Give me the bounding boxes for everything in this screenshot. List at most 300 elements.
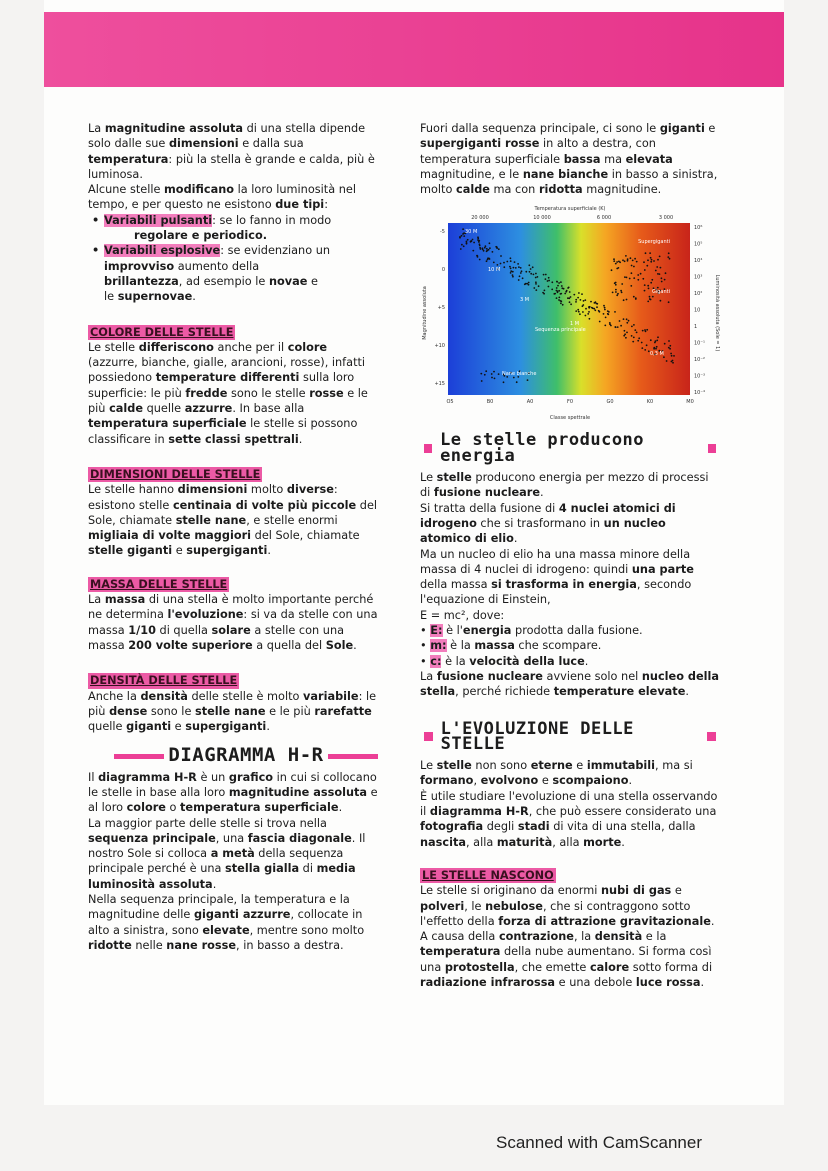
star-point — [485, 371, 487, 373]
star-point — [617, 327, 619, 329]
star-point — [624, 277, 626, 279]
star-point — [619, 262, 621, 264]
star-point — [466, 242, 468, 244]
intro-paragraph-1: La magnitudine assoluta di una stella dipende solo dalle sue dimensioni e dalla sua temperatura: più la stella è grande e calda, più è luminosa. — [88, 122, 375, 181]
star-point — [599, 311, 601, 313]
star-point — [633, 266, 635, 268]
star-point — [570, 304, 572, 306]
star-point — [647, 285, 649, 287]
star-point — [463, 236, 465, 238]
right-column — [420, 121, 720, 990]
energia-paragraph-1: Le stelle producono energia per mezzo di processi di fusione nucleare. — [420, 471, 709, 500]
star-point — [669, 345, 671, 347]
star-point — [614, 283, 616, 285]
star-point — [461, 244, 463, 246]
star-point — [653, 261, 655, 263]
star-point — [577, 309, 579, 311]
star-point — [633, 337, 635, 339]
star-point — [591, 307, 593, 309]
star-point — [479, 245, 481, 247]
section-heading-massa: MASSA DELLE STELLE — [90, 577, 228, 591]
star-point — [668, 347, 670, 349]
star-point — [603, 305, 605, 307]
header-banner — [44, 12, 784, 87]
star-point — [655, 348, 657, 350]
right-tick-label: 10² — [694, 291, 703, 298]
star-point — [480, 249, 482, 251]
star-point — [614, 311, 616, 313]
star-point — [477, 238, 479, 240]
star-point — [512, 275, 514, 277]
star-point — [488, 258, 490, 260]
star-point — [644, 285, 646, 287]
star-point — [615, 292, 617, 294]
star-point — [641, 348, 643, 350]
section-heading-dimensioni: DIMENSIONI DELLE STELLE — [90, 467, 261, 481]
star-point — [660, 300, 662, 302]
star-point — [626, 332, 628, 334]
star-point — [626, 277, 628, 279]
star-point — [635, 299, 637, 301]
star-point — [612, 292, 614, 294]
star-point — [503, 382, 505, 384]
scanner-watermark: Scanned with CamScanner — [496, 1133, 703, 1152]
star-point — [656, 346, 658, 348]
star-point — [496, 247, 498, 249]
dimensioni-paragraph: Le stelle hanno dimensioni molto diverse: esistono stelle centinaia di volte più piccole del Sole, chiamate stelle nane, e stelle enormi migliaia di volte maggiori del Sole, chiamate stelle giganti e supergiganti. — [88, 483, 378, 558]
label-1m: 1 M — [570, 321, 580, 328]
star-point — [584, 300, 586, 302]
star-point — [603, 313, 605, 315]
star-point — [492, 251, 494, 253]
star-point — [525, 271, 527, 273]
star-point — [556, 290, 558, 292]
star-point — [656, 267, 658, 269]
star-point — [569, 302, 571, 304]
star-point — [560, 293, 562, 295]
star-point — [568, 298, 570, 300]
class-tick-label: O5 — [446, 399, 454, 406]
star-point — [650, 257, 652, 259]
star-point — [556, 288, 558, 290]
star-point — [493, 262, 495, 264]
hr-paragraph-3: Nella sequenza principale, la temperatura e la magnitudine delle giganti azzurre, collocate in alto a sinistra, sono elevate, mentre sono molto ridotte nelle nane rosse, in basso a destra. — [88, 893, 365, 952]
star-point — [530, 269, 532, 271]
energia-paragraph-3: Ma un nucleo di elio ha una massa minore della massa di 4 nuclei di idrogeno: quindi una parte della massa si trasforma in energia, secondo l'equazione di Einstein, — [420, 547, 694, 607]
star-point — [655, 341, 657, 343]
star-point — [533, 274, 535, 276]
star-point — [486, 261, 488, 263]
star-point — [604, 309, 606, 311]
star-point — [625, 255, 627, 257]
class-tick-label: K0 — [646, 399, 654, 406]
star-point — [579, 314, 581, 316]
massa-paragraph: La massa di una stella è molto importante perché ne determina l'evoluzione: si va da stelle con una massa 1/10 di quella solare a stelle con una massa 200 volte superiore a quella del Sole. — [88, 593, 378, 652]
list-item: • Variabili pulsanti: se lo fanno in modo regolare e periodico. — [102, 213, 378, 244]
section-title-hr: DIAGRAMMA H-R — [88, 748, 378, 763]
top-axis-label: Temperatura superficiale (K) — [534, 206, 606, 213]
class-tick-label: A0 — [526, 399, 534, 406]
left-column — [88, 121, 378, 953]
star-point — [558, 297, 560, 299]
star-point — [627, 259, 629, 261]
star-point — [608, 311, 610, 313]
star-point — [467, 239, 469, 241]
hr-paragraph-1: Il diagramma H-R è un grafico in cui si collocano le stelle in base alla loro magnitudine assoluta e al loro colore o temperatura superficiale. — [88, 770, 378, 815]
star-point — [645, 253, 647, 255]
star-point — [664, 279, 666, 281]
evoluzione-paragraph-1: Le stelle non sono eterne e immutabili, ma si formano, evolvono e scompaiono. — [420, 759, 693, 788]
section-heading-densita: DENSITÀ DELLE STELLE — [90, 674, 238, 688]
star-point — [581, 294, 583, 296]
star-point — [472, 250, 474, 252]
star-point — [547, 281, 549, 283]
variable-stars-list — [88, 213, 378, 305]
star-point — [459, 236, 461, 238]
star-point — [562, 304, 564, 306]
hr-diagram-svg — [420, 203, 720, 423]
star-point — [556, 281, 558, 283]
bottom-axis-label: Classe spettrale — [549, 415, 591, 422]
label-white-dwarfs: Nane bianche — [502, 371, 537, 378]
star-point — [641, 342, 643, 344]
star-point — [661, 281, 663, 283]
star-point — [569, 292, 571, 294]
star-point — [590, 301, 592, 303]
star-point — [500, 256, 502, 258]
energia-paragraph-2: Si tratta della fusione di 4 nuclei atomici di idrogeno che si trasformano in un nucleo atomico di elio. — [420, 501, 676, 546]
star-point — [666, 361, 668, 363]
star-point — [533, 288, 535, 290]
spectrum-background — [448, 223, 690, 395]
star-point — [671, 355, 673, 357]
star-point — [589, 318, 591, 320]
star-point — [613, 261, 615, 263]
section-heading-nascono: LE STELLE NASCONO — [422, 868, 554, 882]
star-point — [623, 319, 625, 321]
evoluzione-paragraph-2: È utile studiare l'evoluzione di una stella osservando il diagramma H-R, che può essere considerato una fotografia degli stadi di vita di una stella, dalla nascita, alla maturità, alla morte. — [420, 789, 718, 849]
star-point — [672, 362, 674, 364]
star-point — [510, 271, 512, 273]
star-point — [651, 279, 653, 281]
right-tick-label: 10 — [694, 307, 701, 314]
einstein-equation: E = mc², dove: — [420, 608, 505, 622]
star-point — [548, 280, 550, 282]
star-point — [561, 288, 563, 290]
star-point — [648, 288, 650, 290]
star-point — [637, 275, 639, 277]
star-point — [618, 267, 620, 269]
star-point — [510, 268, 512, 270]
star-point — [636, 332, 638, 334]
star-point — [489, 243, 491, 245]
star-point — [564, 293, 566, 295]
star-point — [489, 248, 491, 250]
right-tick-label: 10⁵ — [694, 241, 703, 248]
star-point — [651, 259, 653, 261]
star-point — [561, 286, 563, 288]
section-heading-colore: COLORE DELLE STELLE — [90, 325, 234, 339]
star-point — [626, 322, 628, 324]
right-axis-label: Luminosità assoluta (Sole = 1) — [714, 275, 720, 352]
star-point — [482, 249, 484, 251]
right-tick-label: 10⁻¹ — [694, 340, 706, 347]
star-point — [519, 276, 521, 278]
star-point — [673, 355, 675, 357]
star-point — [535, 277, 537, 279]
hr-diagram — [420, 203, 720, 423]
right-tick-label: 10⁴ — [694, 258, 703, 265]
star-point — [670, 353, 672, 355]
star-point — [553, 293, 555, 295]
star-point — [634, 258, 636, 260]
star-point — [629, 278, 631, 280]
star-point — [517, 263, 519, 265]
star-point — [573, 294, 575, 296]
star-point — [644, 290, 646, 292]
star-point — [668, 253, 670, 255]
right-tick-label: 10³ — [694, 274, 703, 281]
star-point — [611, 270, 613, 272]
star-point — [588, 307, 590, 309]
star-point — [515, 267, 517, 269]
colore-paragraph: Le stelle differiscono anche per il colore (azzurre, bianche, gialle, arancioni, rosse), infatti possiedono temperature differenti sulla loro superficie: le più fredde sono le stelle rosse e le più calde quelle azzurre. In base alla temperatura superficiale le stelle si possono classificare in sette classi spettrali. — [88, 340, 368, 446]
star-point — [582, 312, 584, 314]
star-point — [535, 283, 537, 285]
star-point — [642, 330, 644, 332]
right-tick-label: 10⁻⁴ — [694, 390, 706, 397]
star-point — [588, 311, 590, 313]
left-axis-label: Magnitudine assoluta — [422, 286, 428, 341]
star-point — [543, 274, 545, 276]
star-point — [631, 326, 633, 328]
star-point — [609, 324, 611, 326]
star-point — [637, 340, 639, 342]
star-point — [647, 260, 649, 262]
star-point — [521, 271, 523, 273]
star-point — [542, 292, 544, 294]
star-point — [659, 256, 661, 258]
star-point — [604, 307, 606, 309]
star-point — [512, 276, 514, 278]
star-point — [655, 270, 657, 272]
star-point — [656, 340, 658, 342]
star-point — [560, 301, 562, 303]
class-tick-label: F0 — [566, 399, 574, 406]
star-point — [503, 262, 505, 264]
star-point — [644, 270, 646, 272]
star-point — [657, 259, 659, 261]
star-point — [604, 325, 606, 327]
star-point — [462, 229, 464, 231]
densita-paragraph: Anche la densità delle stelle è molto variabile: le più dense sono le stelle nane e le più rarefatte quelle giganti e supergiganti. — [88, 689, 377, 734]
star-point — [477, 240, 479, 242]
star-point — [544, 290, 546, 292]
left-tick-label: 0 — [441, 267, 445, 274]
star-point — [537, 276, 539, 278]
star-point — [580, 299, 582, 301]
star-point — [578, 311, 580, 313]
star-point — [460, 249, 462, 251]
label-3m: 3 M — [520, 297, 530, 304]
star-point — [558, 283, 560, 285]
label-main-sequence: Sequenza principale — [535, 327, 586, 334]
star-point — [491, 377, 493, 379]
star-point — [633, 278, 635, 280]
star-point — [481, 381, 483, 383]
star-point — [575, 301, 577, 303]
star-point — [498, 249, 500, 251]
star-point — [470, 240, 472, 242]
intro-paragraph-2: Alcune stelle modificano la loro luminosità nel tempo, e per questo ne esistono due tipi: — [88, 183, 356, 212]
star-point — [614, 327, 616, 329]
label-03m: 0,3 M — [650, 351, 664, 358]
star-point — [642, 278, 644, 280]
star-point — [624, 261, 626, 263]
star-point — [545, 279, 547, 281]
class-tick-label: M0 — [686, 399, 694, 406]
star-point — [622, 260, 624, 262]
star-point — [528, 284, 530, 286]
left-tick-label: +15 — [434, 381, 445, 388]
star-point — [650, 299, 652, 301]
star-point — [535, 273, 537, 275]
star-point — [672, 360, 674, 362]
star-point — [661, 278, 663, 280]
star-point — [626, 299, 628, 301]
star-point — [668, 341, 670, 343]
section-title-energia: Le stelle producono energia — [420, 433, 720, 464]
class-tick-label: B0 — [486, 399, 494, 406]
star-point — [510, 258, 512, 260]
star-point — [657, 337, 659, 339]
star-point — [472, 239, 474, 241]
star-point — [667, 257, 669, 259]
star-point — [518, 280, 520, 282]
star-point — [524, 284, 526, 286]
label-30m: 30 M — [465, 229, 478, 236]
star-point — [565, 291, 567, 293]
star-point — [461, 235, 463, 237]
star-point — [644, 349, 646, 351]
star-point — [538, 286, 540, 288]
top-tick-label: 6 000 — [596, 215, 612, 222]
star-point — [493, 371, 495, 373]
star-point — [545, 274, 547, 276]
star-point — [596, 307, 598, 309]
right-tick-label: 10⁶ — [694, 225, 703, 232]
star-point — [577, 297, 579, 299]
star-point — [621, 284, 623, 286]
top-tick-label: 3 000 — [658, 215, 674, 222]
star-point — [623, 300, 625, 302]
star-point — [509, 266, 511, 268]
list-item: • c: è la velocità della luce. — [420, 654, 589, 668]
star-point — [510, 272, 512, 274]
star-point — [628, 320, 630, 322]
star-point — [480, 373, 482, 375]
star-point — [593, 308, 595, 310]
top-tick-label: 20 000 — [471, 215, 489, 222]
star-point — [633, 296, 635, 298]
star-point — [660, 267, 662, 269]
star-point — [530, 273, 532, 275]
star-point — [664, 343, 666, 345]
star-point — [620, 290, 622, 292]
star-point — [617, 293, 619, 295]
list-item: • Variabili esplosive: se evidenziano un improvviso aumento della brillantezza, ad esempio le novae e le supernovae. — [102, 243, 378, 304]
label-giants: Giganti — [651, 289, 670, 296]
star-point — [587, 313, 589, 315]
energia-paragraph-4: La fusione nucleare avviene solo nel nucleo della stella, perché richiede temperature elevate. — [420, 669, 720, 699]
star-point — [623, 335, 625, 337]
star-point — [518, 267, 520, 269]
star-point — [497, 264, 499, 266]
star-point — [575, 299, 577, 301]
star-point — [529, 271, 531, 273]
star-point — [503, 267, 505, 269]
star-point — [594, 310, 596, 312]
star-point — [649, 253, 651, 255]
star-point — [625, 337, 627, 339]
star-point — [520, 273, 522, 275]
star-point — [557, 292, 559, 294]
star-point — [621, 292, 623, 294]
star-point — [484, 247, 486, 249]
star-point — [575, 311, 577, 313]
star-point — [631, 265, 633, 267]
star-point — [551, 282, 553, 284]
star-point — [535, 290, 537, 292]
star-point — [630, 285, 632, 287]
star-point — [605, 317, 607, 319]
star-point — [514, 262, 516, 264]
star-point — [558, 300, 560, 302]
star-point — [640, 273, 642, 275]
star-point — [548, 286, 550, 288]
section-title-evoluzione: L'EVOLUZIONE DELLE STELLE — [420, 722, 720, 753]
star-point — [646, 265, 648, 267]
star-point — [630, 258, 632, 260]
star-point — [652, 296, 654, 298]
label-supergiants: Supergiganti — [638, 239, 670, 246]
star-point — [494, 378, 496, 380]
star-point — [619, 321, 621, 323]
star-point — [548, 277, 550, 279]
star-point — [607, 314, 609, 316]
star-point — [486, 248, 488, 250]
star-point — [659, 274, 661, 276]
star-point — [473, 242, 475, 244]
star-point — [463, 246, 465, 248]
outside-main-sequence-paragraph: Fuori dalla sequenza principale, ci sono le giganti e supergiganti rosse in alto a destra, con temperatura superficiale bassa ma elevata magnitudine, e le nane bianche in basso a sinistra, molto calde ma con ridotta magnitudine. — [420, 122, 718, 197]
star-point — [585, 315, 587, 317]
star-point — [476, 255, 478, 257]
star-point — [636, 261, 638, 263]
star-point — [624, 330, 626, 332]
star-point — [647, 301, 649, 303]
star-point — [498, 374, 500, 376]
star-point — [516, 382, 518, 384]
star-point — [520, 267, 522, 269]
star-point — [560, 282, 562, 284]
star-point — [615, 289, 617, 291]
star-point — [560, 303, 562, 305]
star-point — [669, 258, 671, 260]
star-point — [558, 290, 560, 292]
star-point — [491, 374, 493, 376]
star-point — [650, 282, 652, 284]
